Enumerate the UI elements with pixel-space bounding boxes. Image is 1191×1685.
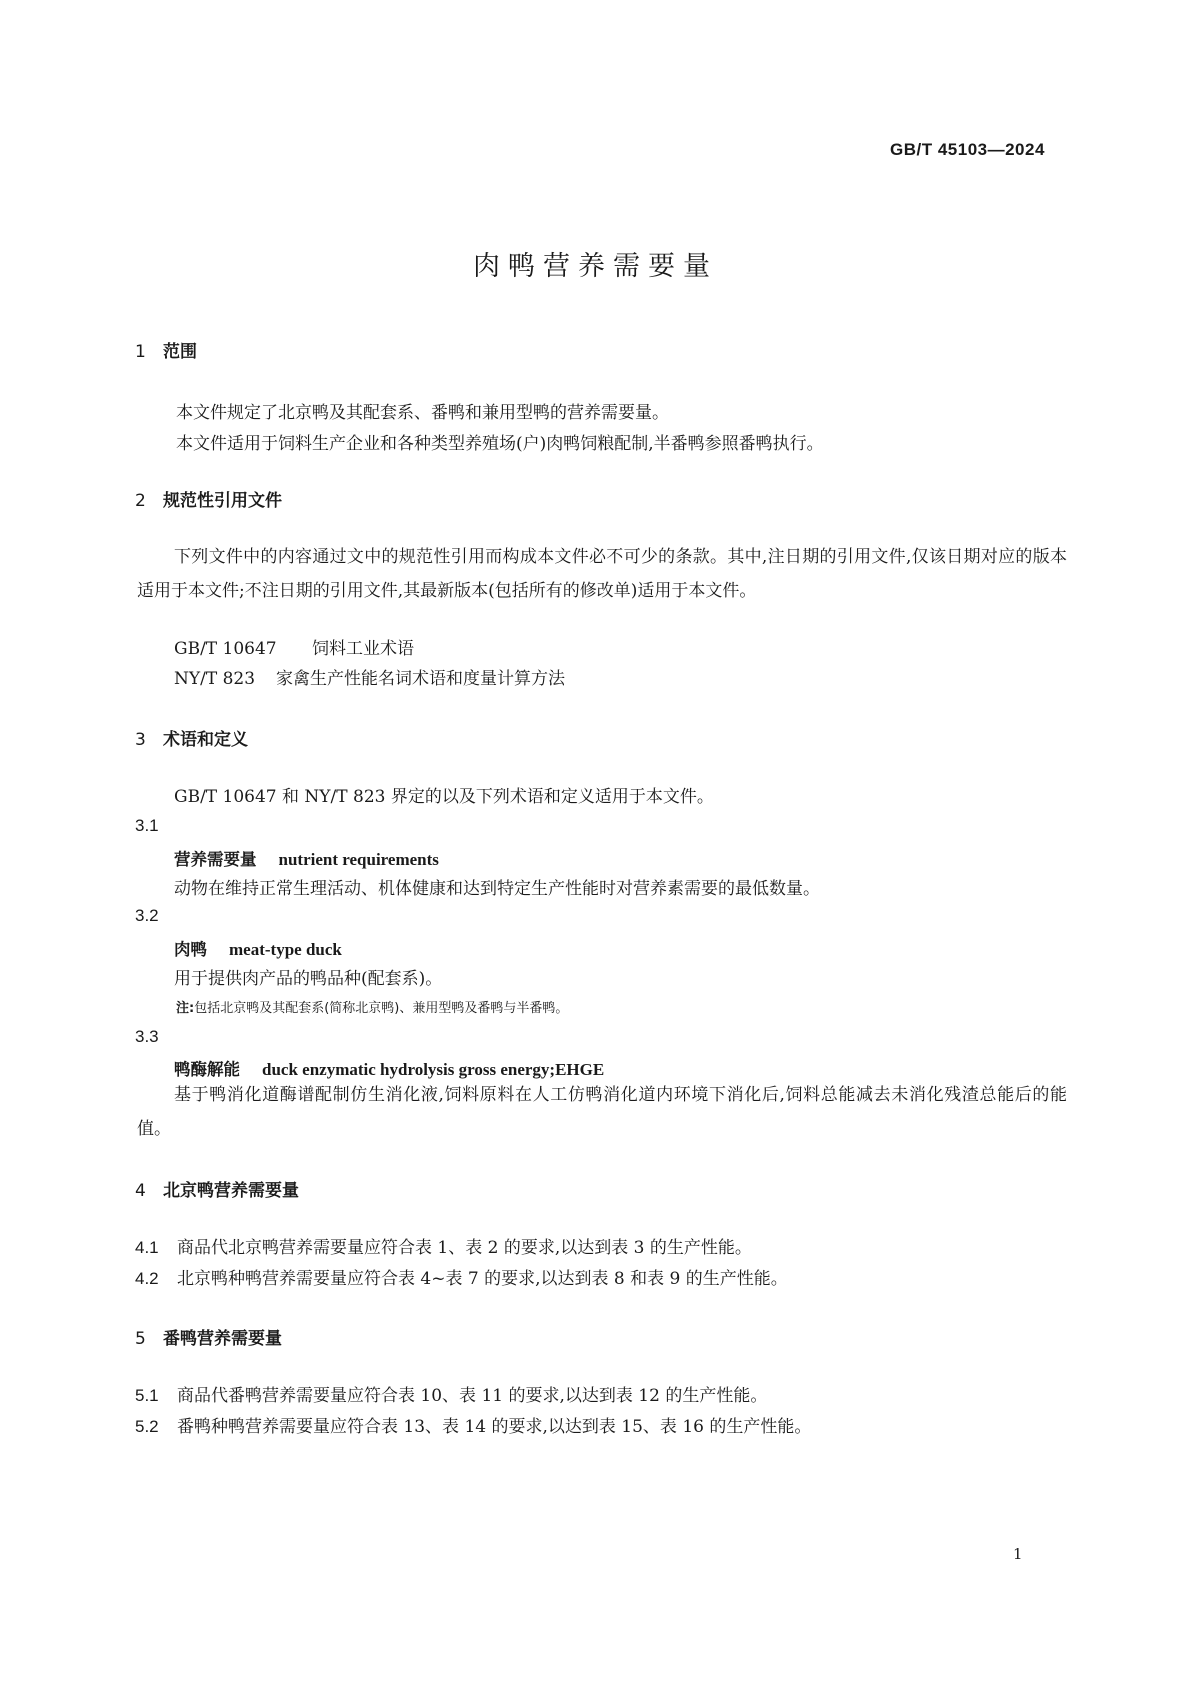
paragraph: 本文件适用于饲料生产企业和各种类型养殖场(户)肉鸭饲粮配制,半番鸭参照番鸭执行。: [176, 434, 824, 454]
term-zh: 鸭酶解能: [174, 1060, 240, 1079]
term-note: [176, 997, 568, 1016]
clause: [135, 1264, 788, 1289]
section-title: 范围: [163, 342, 197, 362]
standard-code: GB/T 45103—2024: [890, 140, 1045, 159]
clause: [135, 1381, 767, 1406]
section-title: 术语和定义: [163, 730, 248, 750]
reference-code: NY/T 823: [174, 669, 256, 689]
note-text: 包括北京鸭及其配套系(简称北京鸭)、兼用型鸭及番鸭与半番鸭。: [194, 1001, 569, 1016]
reference-code: GB/T 10647: [174, 639, 277, 659]
clause-text: 番鸭种鸭营养需要量应符合表 13、表 14 的要求,以达到表 15、表 16 的生产性能。: [177, 1417, 812, 1437]
term-zh: 肉鸭: [174, 940, 207, 959]
clause-text: 商品代番鸭营养需要量应符合表 10、表 11 的要求,以达到表 12 的生产性能。: [177, 1386, 768, 1406]
term-number: 3.2: [135, 906, 159, 925]
term-definition: 基于鸭消化道酶谱配制仿生消化液,饲料原料在人工仿鸭消化道内环境下消化后,饲料总能减去未消化残渣总能后的能值。: [137, 1085, 1067, 1139]
section-5-heading: [135, 1324, 282, 1349]
term-definition: 动物在维持正常生理活动、机体健康和达到特定生产性能时对营养素需要的最低数量。: [174, 879, 820, 899]
term-definition: 用于提供肉产品的鸭品种(配套系)。: [174, 969, 443, 989]
section-title: 北京鸭营养需要量: [163, 1181, 299, 1201]
clause-number: 4.2: [135, 1269, 159, 1288]
section-3-heading: [135, 725, 248, 750]
clause: [135, 1233, 752, 1258]
page-number: 1: [1013, 1545, 1023, 1563]
section-2-heading: [135, 486, 282, 511]
paragraph: GB/T 10647 和 NY/T 823 界定的以及下列术语和定义适用于本文件。: [174, 787, 714, 807]
section-4-heading: [135, 1176, 299, 1201]
term-entry: [174, 936, 342, 960]
section-number: 4: [135, 1181, 146, 1201]
clause-text: 北京鸭种鸭营养需要量应符合表 4~表 7 的要求,以达到表 8 和表 9 的生产性能。: [177, 1269, 788, 1289]
term-entry: [174, 846, 439, 870]
term-en: meat-type duck: [229, 940, 342, 959]
section-number: 2: [135, 491, 146, 511]
section-title: 番鸭营养需要量: [163, 1329, 282, 1349]
clause: [135, 1412, 811, 1437]
normative-reference: [174, 664, 565, 689]
term-number: 3.3: [135, 1027, 159, 1046]
note-label: 注:: [176, 1001, 195, 1016]
clause-number: 5.2: [135, 1417, 159, 1436]
section-number: 5: [135, 1329, 146, 1349]
term-en: duck enzymatic hydrolysis gross energy;EHGE: [262, 1060, 605, 1079]
term-number: 3.1: [135, 816, 159, 835]
section-number: 3: [135, 730, 146, 750]
section-title: 规范性引用文件: [163, 491, 282, 511]
reference-title: 饲料工业术语: [312, 639, 414, 659]
clause-number: 4.1: [135, 1238, 159, 1257]
section-1-heading: [135, 337, 197, 362]
paragraph: 下列文件中的内容通过文中的规范性引用而构成本文件必不可少的条款。其中,注日期的引用文件,仅该日期对应的版本适用于本文件;不注日期的引用文件,其最新版本(包括所有的修改单)适用于本文件。: [137, 547, 1067, 601]
term-entry: [174, 1056, 604, 1080]
reference-title: 家禽生产性能名词术语和度量计算方法: [276, 669, 565, 689]
clause-text: 商品代北京鸭营养需要量应符合表 1、表 2 的要求,以达到表 3 的生产性能。: [177, 1238, 752, 1258]
paragraph: 本文件规定了北京鸭及其配套系、番鸭和兼用型鸭的营养需要量。: [176, 403, 669, 423]
document-title: 肉鸭营养需要量: [473, 251, 718, 282]
clause-number: 5.1: [135, 1386, 159, 1405]
term-zh: 营养需要量: [174, 850, 257, 869]
term-en: nutrient requirements: [278, 850, 439, 869]
section-number: 1: [135, 342, 146, 362]
normative-reference: [174, 634, 414, 659]
